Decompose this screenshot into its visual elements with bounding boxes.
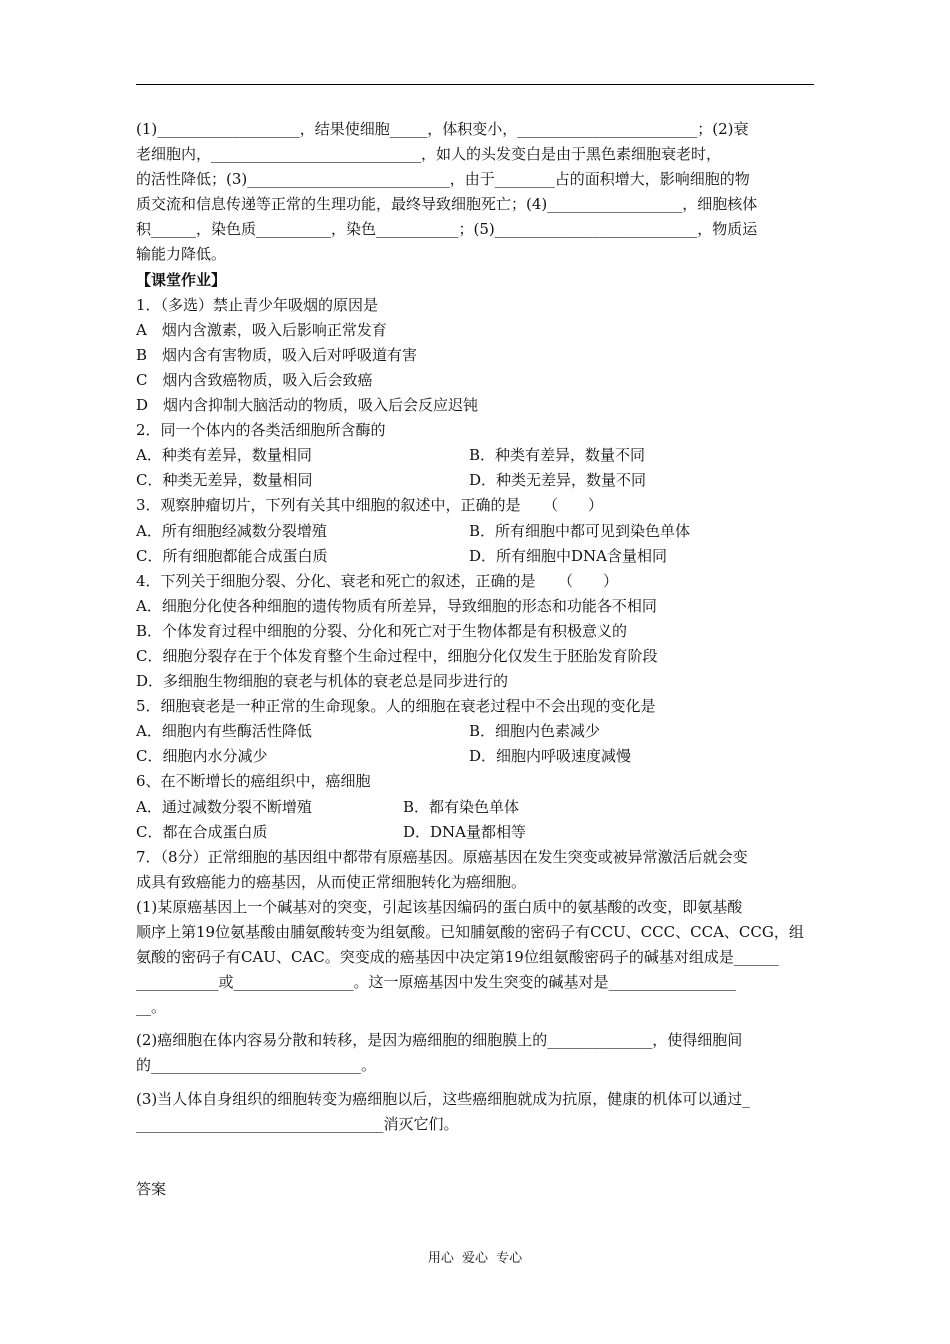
text-line: 质交流和信息传递等正常的生理功能，最终导致细胞死亡；(4)__________________，细胞核体 [136,195,758,214]
text-line: ___________或________________。这一原癌基因中发生突变的碱基对是_________________ [136,973,737,992]
question-stem: 6、在不断增长的癌组织中，癌细胞 [136,772,371,791]
question-2 [136,418,816,493]
text-line: 老细胞内，____________________________，如人的头发变白是由于黑色素细胞衰老时， [136,145,722,164]
text-line: 氨酸的密码子有CAU、CAC。突变成的癌基因中决定第19位组氨酸密码子的碱基对组成是______ [136,948,779,967]
question-6 [136,769,816,844]
option-c: C．细胞内水分减少 [136,747,268,766]
option-b: B．种类有差异，数量不同 [469,446,646,465]
question-stem: 3．观察肿瘤切片，下列有关其中细胞的叙述中，正确的是 （ ） [136,496,604,515]
text-line: 的____________________________。 [136,1056,377,1075]
text-line: 7．（8分）正常细胞的基因组中都带有原癌基因。原癌基因在发生突变或被异常激活后就会变 [136,847,748,866]
option-b: B．个体发育过程中细胞的分裂、分化和死亡对于生物体都是有积极意义的 [136,621,628,640]
option-b: B．都有染色单体 [403,797,520,816]
option-d: D 烟内含抑制大脑活动的物质，吸入后会反应迟钝 [136,396,479,415]
option-d: D．DNA量都相等 [403,822,527,841]
header-rule [136,84,814,85]
text-line: 积______，染色质__________，染色___________；(5)___________________________，物质运 [136,220,758,239]
question-4 [136,569,816,694]
text-line: 的活性降低；(3)___________________________，由于________占的面积增大，影响细胞的物 [136,170,750,189]
option-d: D．细胞内呼吸速度减慢 [469,747,632,766]
option-c: C．种类无差异，数量相同 [136,471,313,490]
text-line: 输能力降低。 [136,245,227,264]
option-b: B 烟内含有害物质，吸入后对呼吸道有害 [136,345,418,364]
question-7 [136,845,816,1137]
document-body [136,117,816,1137]
answer-label: 答案 [136,1180,167,1198]
option-d: D．多细胞生物细胞的衰老与机体的衰老总是同步进行的 [136,672,509,691]
question-1 [136,293,816,418]
option-a: A．细胞分化使各种细胞的遗传物质有所差异，导致细胞的形态和功能各不相同 [136,596,657,615]
text-line: _________________________________消灭它们。 [136,1114,459,1133]
option-c: C 烟内含致癌物质，吸入后会致癌 [136,370,373,389]
option-a: A．所有细胞经减数分裂增殖 [136,521,327,540]
option-b: B．细胞内色素减少 [469,722,601,741]
text-line: 顺序上第19位氨基酸由脯氨酸转变为组氨酸。已知脯氨酸的密码子有CCU、CCC、CCA、CCG，组 [136,923,804,941]
option-d: D．所有细胞中DNA含量相同 [469,546,668,565]
page-footer: 用心 爱心 专心 [427,1251,523,1266]
text-line: (3)当人体自身组织的细胞转变为癌细胞以后，这些癌细胞就成为抗原，健康的机体可以通过_ [136,1089,750,1108]
question-stem: 5．细胞衰老是一种正常的生命现象。人的细胞在衰老过程中不会出现的变化是 [136,697,656,716]
option-a: A．种类有差异，数量相同 [136,446,312,465]
option-a: A．细胞内有些酶活性降低 [136,722,312,741]
text-line: (1)___________________，结果使细胞_____，体积变小，________________________；(2)衰 [136,120,749,138]
text-line: (1)某原癌基因上一个碱基对的突变，引起该基因编码的蛋白质中的氨基酸的改变，即氨基酸 [136,897,743,916]
question-3 [136,493,816,568]
question-stem: 4．下列关于细胞分裂、分化、衰老和死亡的叙述，正确的是 （ ） [136,571,619,590]
option-a: A 烟内含激素，吸入后影响正常发育 [136,320,387,339]
option-c: C．都在合成蛋白质 [136,822,268,841]
option-d: D．种类无差异，数量不同 [469,471,647,490]
option-c: C．所有细胞都能合成蛋白质 [136,546,328,565]
option-c: C．细胞分裂存在于个体发育整个生命过程中，细胞分化仅发生于胚胎发育阶段 [136,646,658,665]
question-stem: 2．同一个体内的各类活细胞所含酶的 [136,421,386,440]
option-a: A．通过减数分裂不断增殖 [136,797,312,816]
question-5 [136,694,816,769]
text-line: __。 [136,998,167,1017]
text-line: (2)癌细胞在体内容易分散和转移，是因为癌细胞的细胞膜上的______________，使得细胞间 [136,1031,743,1050]
intro-paragraph [136,117,816,268]
text-line: 成具有致癌能力的癌基因，从而使正常细胞转化为癌细胞。 [136,872,527,891]
option-b: B．所有细胞中都可见到染色单体 [469,521,691,540]
question-stem: 1．（多选）禁止青少年吸烟的原因是 [136,295,379,314]
section-heading: 【课堂作业】 [136,270,227,289]
